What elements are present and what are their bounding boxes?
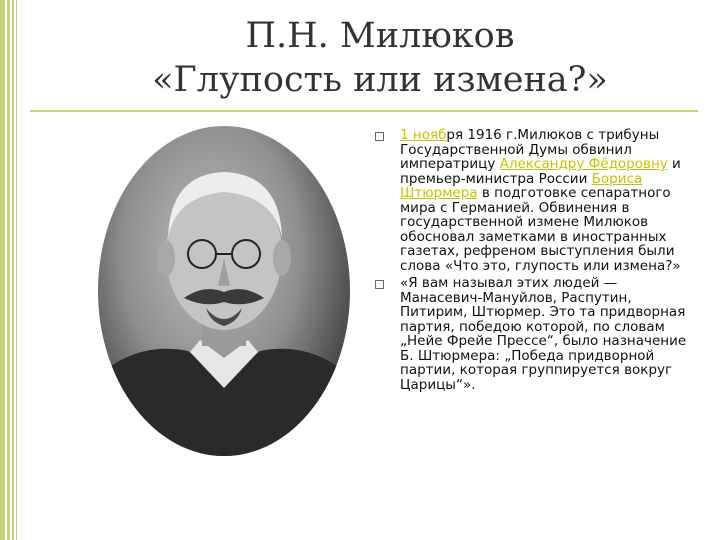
- list-item: [372, 276, 692, 392]
- bullet-text: 1 ноября 1916 г.Милюков с трибуны Государственной Думы обвинил императрицу Александру Фёдоровну и премьер-министра России Бориса Штюрмера в подготовке сепаратного мира с Германией. Обвинения в государственной измене Милюков обосновал заметками в иностранных газетах, рефреном выступления были слова «Что это, глупость или измена?»: [400, 127, 681, 274]
- bullet-list: [372, 128, 692, 392]
- sturmer-link[interactable]: Бориса Штюрмера: [400, 170, 643, 201]
- empress-link[interactable]: Александру Фёдоровну: [499, 156, 668, 172]
- square-bullet-icon: [375, 280, 384, 289]
- portrait-illustration: [98, 126, 350, 456]
- list-item: [372, 128, 692, 273]
- square-bullet-icon: [375, 132, 384, 141]
- title-line-1: П.Н. Милюков: [245, 16, 515, 56]
- slide-title: [40, 14, 720, 102]
- bullet-text: «Я вам называл этих людей — Манасевич-Мануйлов, Распутин, Питирим, Штюрмер. Это та придворная партия, победою которой, по словам „Нейе Фрейе Прессе“, было назначение Б. Штюрмера: „Победа придворной партии, которая группируется вокруг Царицы“».: [400, 275, 687, 393]
- date-link[interactable]: 1 нояб: [400, 127, 447, 143]
- title-divider: [30, 110, 698, 112]
- decorative-side-bars: [0, 0, 18, 540]
- title-line-2: «Глупость или измена?»: [152, 60, 608, 100]
- portrait-photo: [98, 126, 350, 456]
